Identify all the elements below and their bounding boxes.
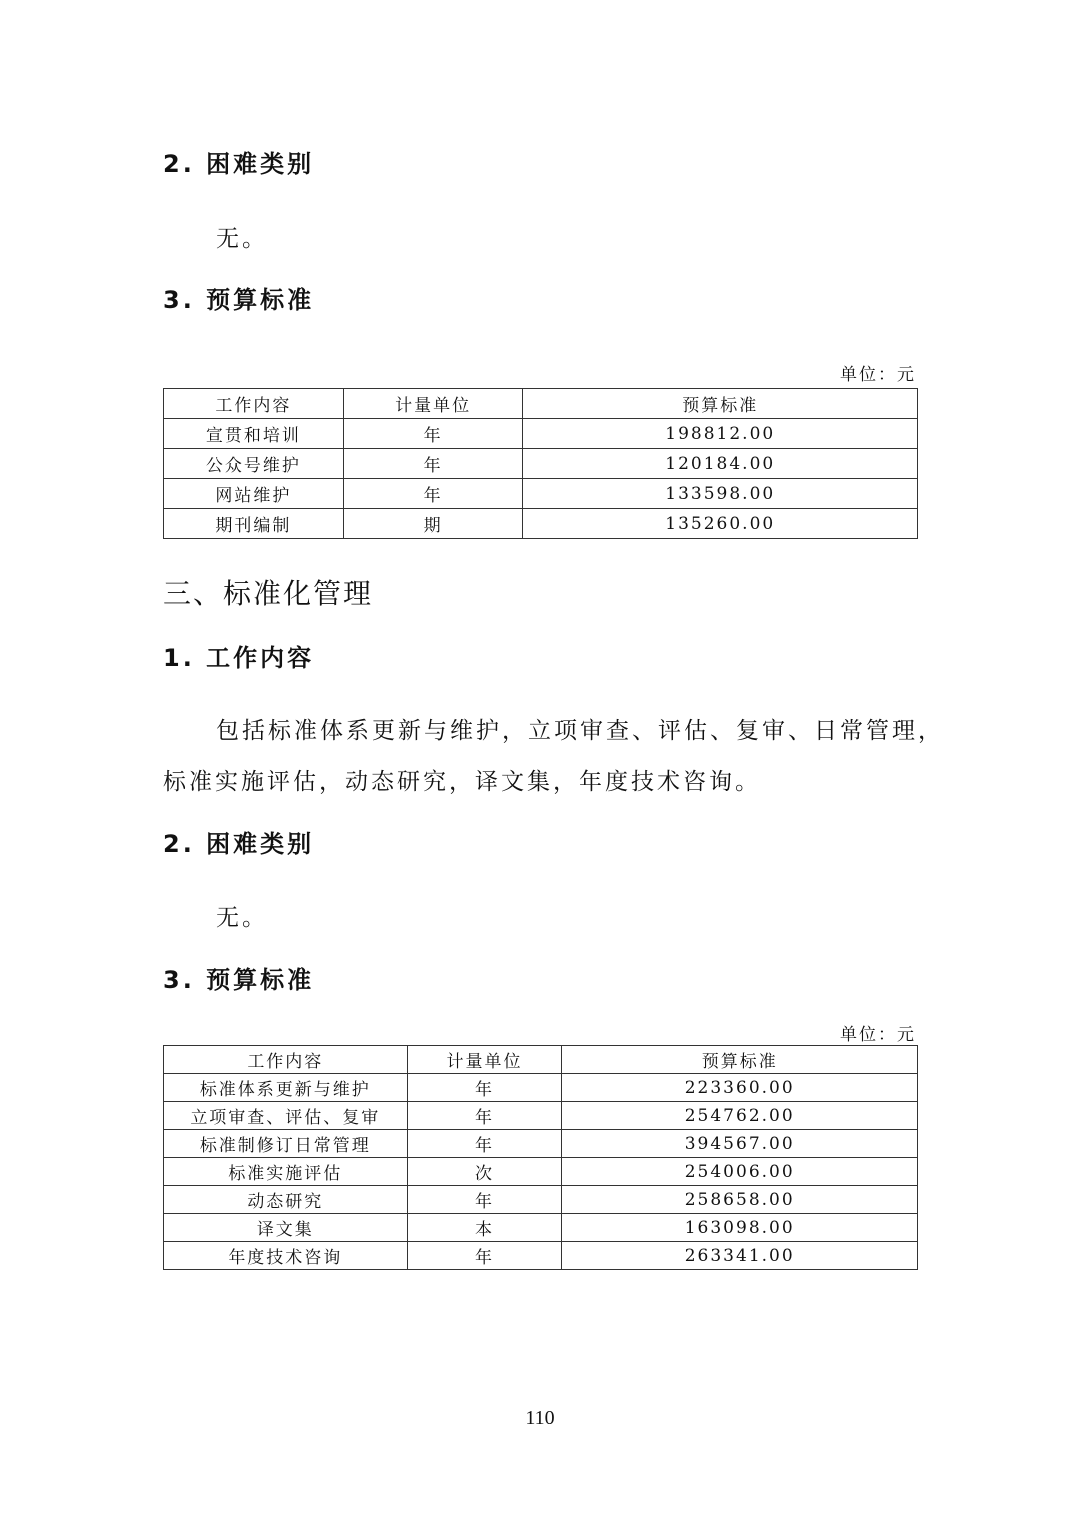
table-cell: 标准制修订日常管理 (164, 1130, 408, 1158)
table-header-cell: 计量单位 (407, 1046, 562, 1074)
table-cell: 年 (407, 1130, 562, 1158)
work-content-line1: 包括标准体系更新与维护，立项审查、评估、复审、日常管理， (216, 718, 944, 744)
table-cell: 年 (407, 1242, 562, 1270)
table-header-cell: 工作内容 (164, 1046, 408, 1074)
table-cell: 期刊编制 (164, 509, 344, 539)
difficulty-heading: 2. 困难类别 (163, 150, 315, 178)
table-cell: 254762.00 (562, 1102, 918, 1130)
table-cell: 期 (343, 509, 523, 539)
budget-table-1 (163, 388, 918, 539)
table-cell: 258658.00 (562, 1186, 918, 1214)
table-cell: 动态研究 (164, 1186, 408, 1214)
table-cell: 年 (343, 449, 523, 479)
table-cell: 标准体系更新与维护 (164, 1074, 408, 1102)
table-cell: 263341.00 (562, 1242, 918, 1270)
table-row (164, 1130, 918, 1158)
table-cell: 135260.00 (523, 509, 918, 539)
table-cell: 394567.00 (562, 1130, 918, 1158)
table-row (164, 1242, 918, 1270)
work-content-line2: 标准实施评估，动态研究，译文集，年度技术咨询。 (163, 769, 761, 795)
table-cell: 年 (343, 479, 523, 509)
table-row (164, 419, 918, 449)
table-cell: 公众号维护 (164, 449, 344, 479)
table-cell: 年 (343, 419, 523, 449)
table-row (164, 1074, 918, 1102)
table-cell: 本 (407, 1214, 562, 1242)
budget-heading-2: 3. 预算标准 (163, 966, 315, 994)
work-content-heading: 1. 工作内容 (163, 644, 315, 672)
table-cell: 译文集 (164, 1214, 408, 1242)
difficulty-heading-2: 2. 困难类别 (163, 830, 315, 858)
table-cell: 年度技术咨询 (164, 1242, 408, 1270)
difficulty-text-2: 无。 (216, 905, 268, 931)
table-cell: 254006.00 (562, 1158, 918, 1186)
table-header-row (164, 389, 918, 419)
table-row (164, 509, 918, 539)
difficulty-text: 无。 (216, 226, 268, 252)
table-header-row (164, 1046, 918, 1074)
table-cell: 立项审查、评估、复审 (164, 1102, 408, 1130)
table-cell: 年 (407, 1074, 562, 1102)
table-row (164, 1102, 918, 1130)
table-row (164, 1186, 918, 1214)
table-cell: 198812.00 (523, 419, 918, 449)
table-cell: 163098.00 (562, 1214, 918, 1242)
table-row (164, 1158, 918, 1186)
table-cell: 120184.00 (523, 449, 918, 479)
table-cell: 标准实施评估 (164, 1158, 408, 1186)
table-cell: 宣贯和培训 (164, 419, 344, 449)
table-cell: 次 (407, 1158, 562, 1186)
budget-table-2 (163, 1045, 918, 1270)
page-number: 110 (525, 1407, 555, 1429)
table-header-cell: 预算标准 (523, 389, 918, 419)
unit-label: 单位：元 (840, 365, 916, 385)
budget-heading: 3. 预算标准 (163, 286, 315, 314)
table-cell: 年 (407, 1186, 562, 1214)
table-cell: 网站维护 (164, 479, 344, 509)
table-cell: 年 (407, 1102, 562, 1130)
table-header-cell: 计量单位 (343, 389, 523, 419)
table-header-cell: 预算标准 (562, 1046, 918, 1074)
table-cell: 223360.00 (562, 1074, 918, 1102)
table-row (164, 449, 918, 479)
table-row (164, 1214, 918, 1242)
unit-label-2: 单位：元 (840, 1025, 916, 1045)
table-row (164, 479, 918, 509)
section-title: 三、标准化管理 (163, 577, 374, 610)
table-header-cell: 工作内容 (164, 389, 344, 419)
table-cell: 133598.00 (523, 479, 918, 509)
